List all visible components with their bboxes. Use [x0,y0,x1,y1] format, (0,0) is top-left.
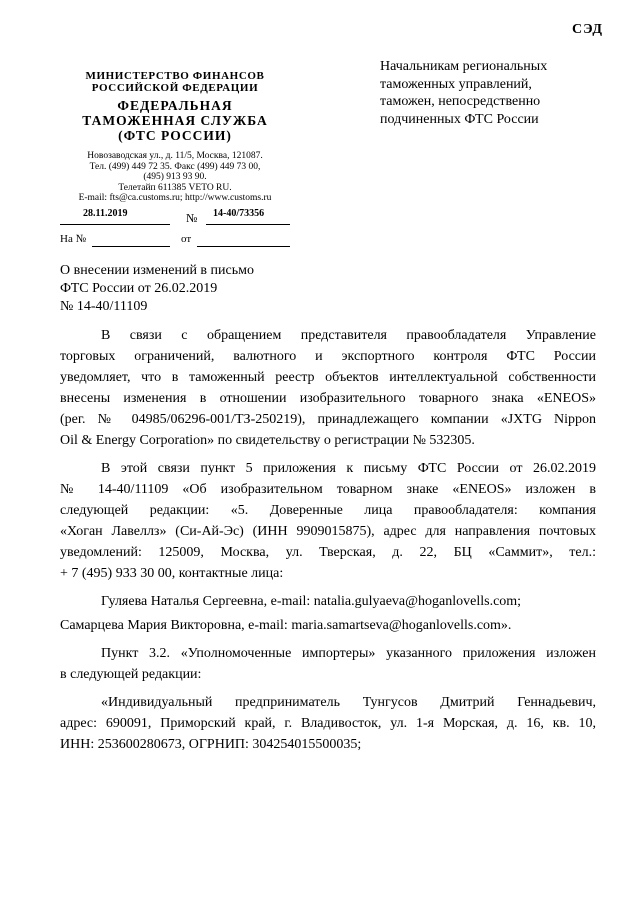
number-sign: № [186,211,198,225]
service-line: (ФТС РОССИИ) [118,128,232,143]
letter-body [60,325,596,755]
subject-line: О внесении изменений в письмо [60,263,254,278]
recipient-line: подчиненных ФТС России [380,111,539,127]
body-line: Пункт 3.2. «Уполномоченные импортеры» указанного приложения изложен [101,646,596,661]
body-line: адрес: 690091, Приморский край, г. Владивосток, ул. 1-я Морская, д. 16, кв. 10, [60,716,596,731]
service-line: ТАМОЖЕННАЯ СЛУЖБА [82,113,268,128]
document-number: 14-40/73356 [213,208,265,219]
letterhead [60,70,290,204]
subject-line: № 14-40/11109 [60,299,148,314]
body-line: Самарцева Мария Викторовна, e-mail: maria.samartseva@hoganlovells.com». [60,618,512,633]
document-date: 28.11.2019 [83,208,128,219]
service-name [60,98,290,143]
email-line: E-mail: fts@ca.customs.ru; http://www.customs.ru [78,193,272,203]
body-line: уведомляет, что в таможенный реестр объектов интеллектуальной собственности [60,370,596,385]
body-line: № 14-40/11109 «Об изобразительном товарном знаке «ENEOS» изложен в [60,482,596,497]
ministry-name [60,70,290,94]
ministry-line: РОССИЙСКОЙ ФЕДЕРАЦИИ [91,82,259,94]
from-underline [197,246,290,247]
recipient-line: Начальникам региональных [380,59,548,74]
body-line: (рег. № 04985/06296-001/ТЗ-250219), принадлежащего компании «JXTG Nippon [60,412,596,427]
body-line: следующей редакции: «5. Доверенные лица правообладателя: компания [60,503,596,518]
phone-line: (495) 913 93 90. [143,172,207,182]
phone-line: Тел. (499) 449 72 35. Факс (499) 449 73 00, [89,161,261,172]
body-line: «Хоган Лавеллз» (Си-Ай-Эс) (ИНН 9909015875), адрес для направления почтовых [60,524,596,539]
body-line: внесены изменения в отношении изобразительного товарного знака «ENEOS» [60,391,596,406]
subject-line: ФТС России от 26.02.2019 [60,281,218,296]
body-line: Oil & Energy Corporation» по свидетельству о регистрации № 532305. [60,433,475,448]
teletype-line: Телетайп 611385 VETO RU. [118,182,232,193]
body-line: + 7 (495) 933 30 00, контактные лица: [60,566,284,581]
contact-block [60,151,290,204]
recipient-line: таможенных управлений, [380,76,532,92]
subject-block [60,262,254,316]
service-line: ФЕДЕРАЛЬНАЯ [117,98,233,113]
body-line: торговых ограничений, валютного и экспортного контроля ФТС России [60,349,596,364]
body-line: В связи с обращением представителя правообладателя Управление [101,328,596,343]
body-line: уведомлений: 125009, Москва, ул. Тверская, д. 22, БЦ «Саммит», тел.: [60,545,596,560]
recipient-line: таможен, непосредственно [380,94,541,109]
reference-label: На № [60,233,87,245]
address-line: Новозаводская ул., д. 11/5, Москва, 121087. [87,151,263,161]
date-underline [60,224,170,225]
sed-stamp: СЭД [572,22,604,37]
reference-underline [92,246,170,247]
body-line: ИНН: 253600280673, ОГРНИП: 304254015500035; [60,737,362,752]
ministry-line: МИНИСТЕРСТВО ФИНАНСОВ [85,70,265,82]
from-label: от [181,233,192,245]
number-underline [206,224,290,225]
body-line: В этой связи пункт 5 приложения к письму ФТС России от 26.02.2019 [101,461,596,476]
recipient-block [380,58,610,128]
body-line: Гуляева Наталья Сергеевна, e-mail: natalia.gulyaeva@hoganlovells.com; [101,594,522,609]
body-line: «Индивидуальный предприниматель Тунгусов Дмитрий Геннадьевич, [101,695,596,710]
body-line: в следующей редакции: [60,667,202,682]
